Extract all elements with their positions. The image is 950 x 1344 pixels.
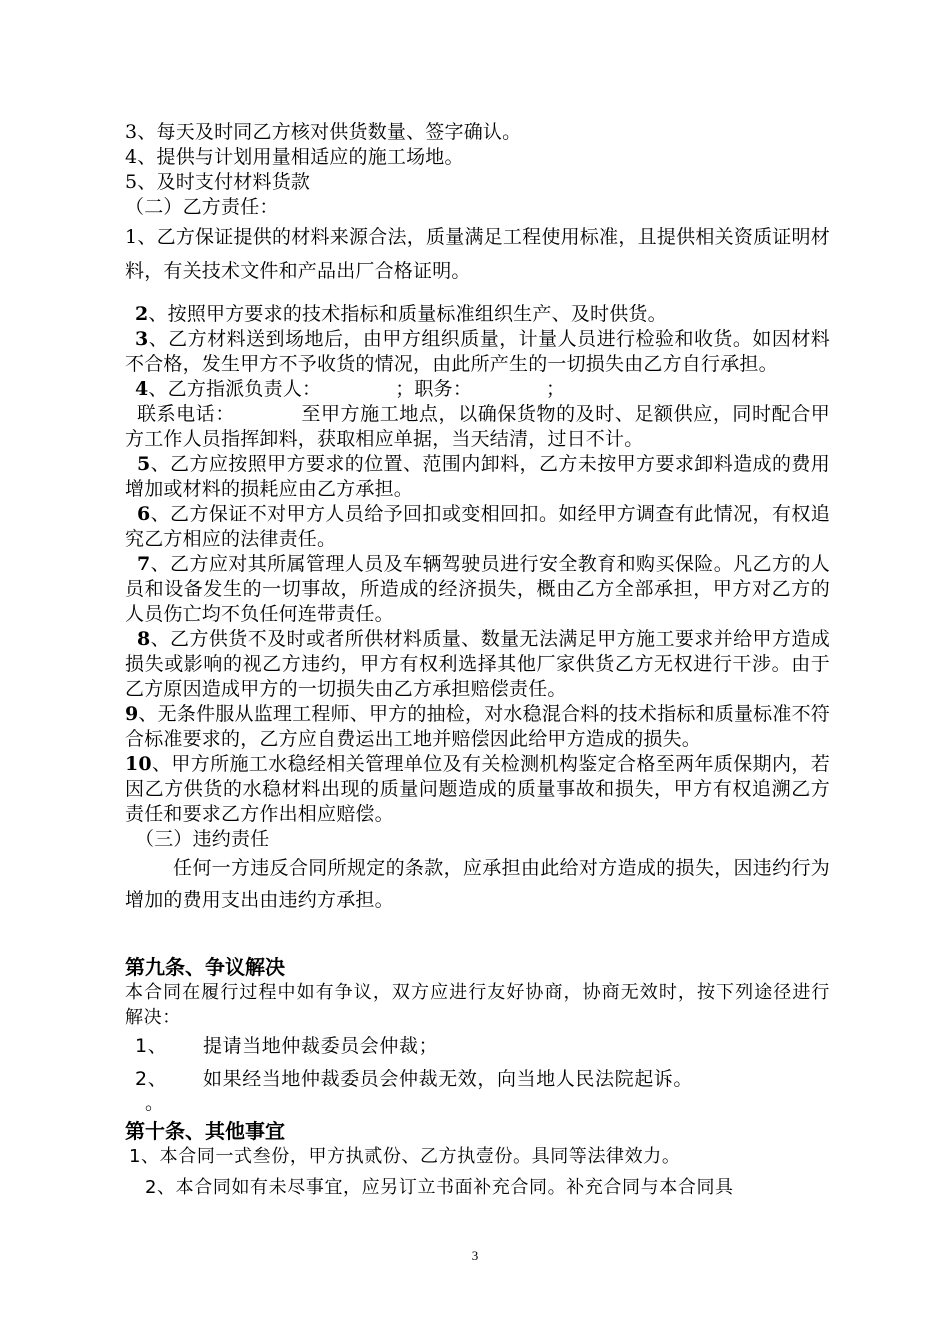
paragraph	[125, 702, 830, 752]
paragraph-text: 、乙方供货不及时或者所供材料质量、数量无法满足甲方施工要求并给甲方造成损失或影响的视乙方违约，甲方有权利选择其他厂家供货乙方无权进行干涉。由于乙方原因造成甲方的一切损失由乙方承担赔偿责任。	[125, 628, 830, 700]
section-heading-breach: （三）违约责任	[135, 828, 270, 850]
item-number: 6	[137, 503, 151, 525]
item-number: 7	[137, 553, 151, 575]
list-item	[125, 1034, 830, 1059]
paragraph: 1、乙方保证提供的材料来源合法，质量满足工程使用标准，且提供相关资质证明材料，有关技术文件和产品出厂合格证明。	[125, 226, 830, 282]
paragraph	[125, 327, 830, 377]
paragraph	[125, 752, 830, 827]
text-line: 5、及时支付材料货款	[125, 171, 311, 193]
page-number: 3	[471, 1248, 479, 1263]
section-heading-party-b: （二）乙方责任：	[125, 196, 279, 218]
list-item: 1、本合同一式叁份，甲方执贰份、乙方执壹份。具同等法律效力。	[129, 1146, 681, 1167]
item-number: 10	[125, 753, 152, 775]
paragraph-text: 、乙方指派负责人：	[148, 378, 322, 400]
paragraph-text: 、乙方材料送到场地后，由甲方组织质量，计量人员进行检验和收货。如因材料不合格，发生甲方不予收货的情况，由此所产生的一切损失由乙方自行承担。	[125, 328, 830, 375]
paragraph	[125, 552, 830, 627]
document-body	[125, 120, 830, 1200]
list-number: 2、	[135, 1068, 168, 1090]
list-item: 2、本合同如有未尽事宜，应另订立书面补充合同。补充合同与本合同具	[145, 1177, 734, 1198]
paragraph	[125, 502, 830, 552]
paragraph-text: 、乙方应按照甲方要求的位置、范围内卸料，乙方未按甲方要求卸料造成的费用增加或材料的损耗应由乙方承担。	[125, 453, 830, 500]
paragraph	[125, 302, 830, 327]
article-10-title: 第十条、其他事宜	[125, 1119, 285, 1143]
item-number: 8	[137, 628, 151, 650]
paragraph-text: 联系电话：	[137, 403, 235, 425]
list-text: 如果经当地仲裁委员会仲裁无效，向当地人民法院起诉。	[203, 1068, 694, 1090]
item-number: 9	[125, 703, 139, 725]
article-9-title: 第九条、争议解决	[125, 955, 285, 979]
stray-period: 。	[145, 1092, 165, 1114]
paragraph: 任何一方违反合同所规定的条款，应承担由此给对方造成的损失，因违约行为增加的费用支出由违约方承担。	[125, 857, 830, 911]
paragraph: 本合同在履行过程中如有争议，双方应进行友好协商，协商无效时，按下列途径进行解决：	[125, 982, 830, 1028]
paragraph-text: ；	[546, 378, 566, 400]
item-number: 2	[135, 303, 149, 325]
paragraph	[125, 402, 830, 452]
paragraph-text: 、按照甲方要求的技术指标和质量标准组织生产、及时供货。	[148, 303, 667, 325]
paragraph	[125, 377, 830, 402]
paragraph-text: 、乙方保证不对甲方人员给予回扣或变相回扣。如经甲方调查有此情况，有权追究乙方相应的法律责任。	[125, 503, 830, 550]
item-number: 4	[135, 378, 149, 400]
item-number: 3	[135, 328, 149, 350]
paragraph-text: 、乙方应对其所属管理人员及车辆驾驶员进行安全教育和购买保险。凡乙方的人员和设备发生的一切事故，所造成的经济损失，概由乙方全部承担，甲方对乙方的人员伤亡均不负任何连带责任。	[125, 553, 830, 625]
paragraph-text: 至甲方施工地点，以确保货物的及时、足额供应，同时配合甲方工作人员指挥卸料，获取相应单据，当天结清，过日不计。	[125, 403, 830, 450]
text-line: 3、每天及时同乙方核对供货数量、签字确认。	[125, 121, 522, 143]
text-line: 4、提供与计划用量相适应的施工场地。	[125, 146, 464, 168]
paragraph-text: 、无条件服从监理工程师、甲方的抽检，对水稳混合料的技术指标和质量标准不符合标准要求的，乙方应自费运出工地并赔偿因此给甲方造成的损失。	[125, 703, 830, 750]
paragraph-text: 、甲方所施工水稳经相关管理单位及有关检测机构鉴定合格至两年质保期内，若因乙方供货的水稳材料出现的质量问题造成的质量事故和损失，甲方有权追溯乙方责任和要求乙方作出相应赔偿。	[125, 753, 830, 825]
list-item	[125, 1067, 830, 1092]
paragraph-text: ；职务：	[395, 378, 473, 400]
list-number: 1、	[135, 1035, 168, 1057]
paragraph	[125, 627, 830, 702]
paragraph	[125, 452, 830, 502]
item-number: 5	[137, 453, 151, 475]
list-text: 提请当地仲裁委员会仲裁；	[203, 1035, 439, 1057]
